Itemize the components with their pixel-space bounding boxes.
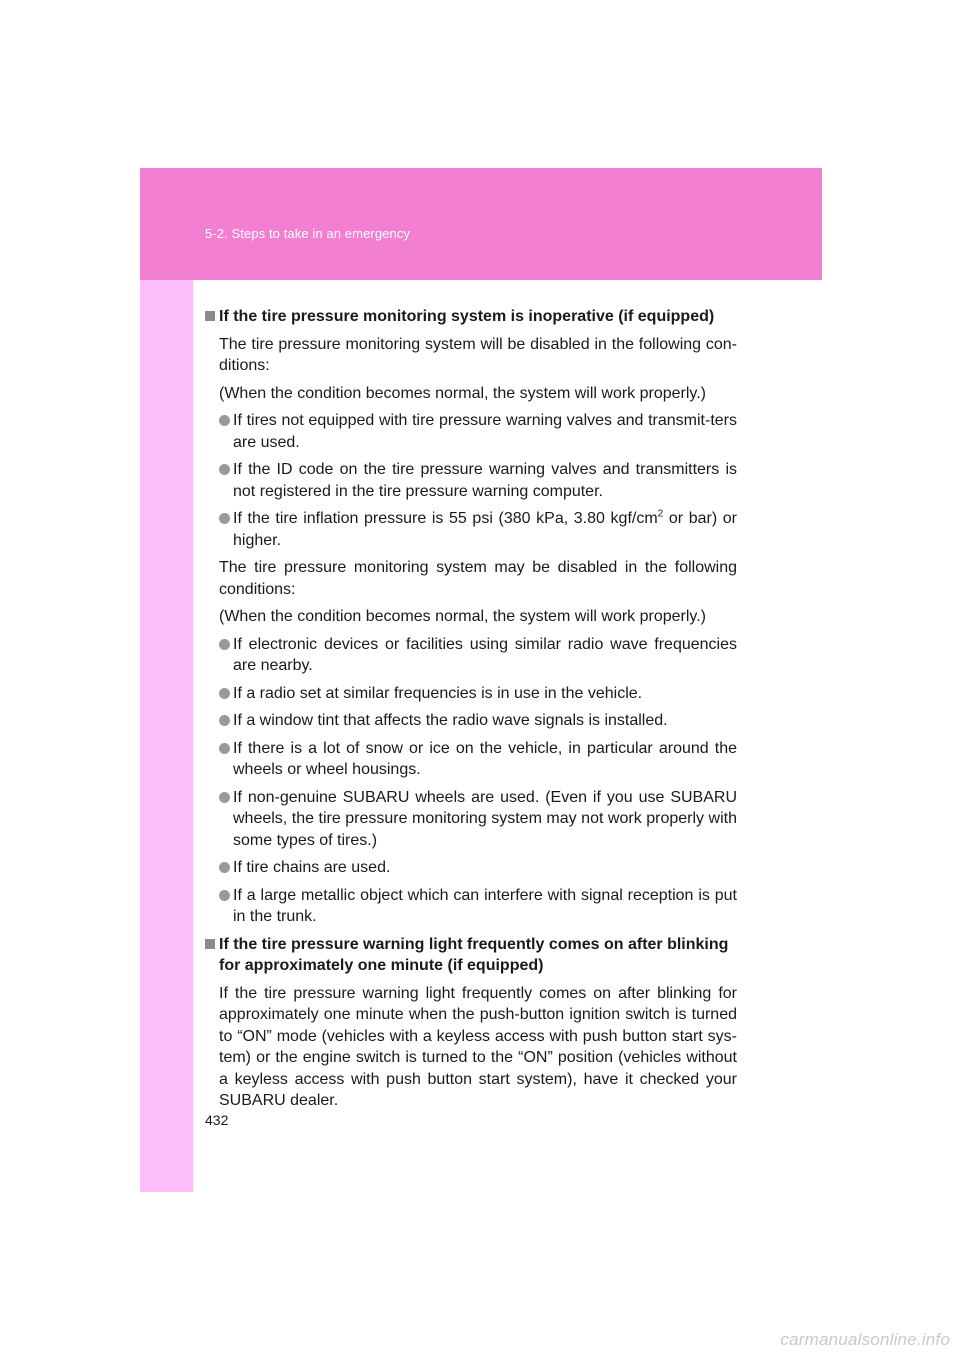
list-item-text: If electronic devices or facilities using similar radio wave frequencies are nearby. xyxy=(233,635,737,674)
circle-bullet-icon xyxy=(219,743,230,754)
list-item xyxy=(205,885,737,928)
list-item xyxy=(205,738,737,781)
circle-bullet-icon xyxy=(219,639,230,650)
circle-bullet-icon xyxy=(219,862,230,873)
list-item xyxy=(205,459,737,502)
list-item xyxy=(205,410,737,453)
list-item xyxy=(205,508,737,551)
page-header xyxy=(140,168,822,280)
list-item-text: If tire chains are used. xyxy=(233,859,391,876)
list-item-text: If the ID code on the tire pressure warning valves and transmitters is not registered in the tire pressure warning computer. xyxy=(233,461,737,500)
circle-bullet-icon xyxy=(219,792,230,803)
circle-bullet-icon xyxy=(219,464,230,475)
paragraph: (When the condition becomes normal, the system will work properly.) xyxy=(219,608,706,625)
list-item xyxy=(205,710,737,732)
list-item-text: If non-genuine SUBARU wheels are used. (Even if you use SUBARU wheels, the tire pressure monitoring system may not work properly with some types of tires.) xyxy=(233,788,737,849)
circle-bullet-icon xyxy=(219,715,230,726)
sidebar-tab xyxy=(140,168,193,1192)
list-item-text: If a radio set at similar frequencies is in use in the vehicle. xyxy=(233,684,643,702)
superscript: 2 xyxy=(657,508,664,520)
list-item xyxy=(205,683,737,705)
section-heading xyxy=(205,306,737,328)
circle-bullet-icon xyxy=(219,415,230,426)
list-item-text: If a window tint that affects the radio wave signals is installed. xyxy=(233,712,668,729)
page-content xyxy=(205,306,737,1118)
square-bullet-icon xyxy=(205,311,215,321)
section-heading xyxy=(205,934,737,977)
circle-bullet-icon xyxy=(219,890,230,901)
paragraph: The tire pressure monitoring system will be disabled in the following con-ditions: xyxy=(219,335,737,374)
list-item-text: or bar) or higher. xyxy=(233,510,737,549)
page-number: 432 xyxy=(205,1112,229,1128)
paragraph: If the tire pressure warning light frequently comes on after blinking for approximately one minute when the push-button ignition switch is turned to “ON” mode (vehicles with a keyless access with push button start sys-tem) or the engine switch is turned to the “ON” position (vehicles without a keyless access with push button start system), have it checked your SUBARU dealer. xyxy=(219,984,737,1109)
list-item-text: If tires not equipped with tire pressure warning valves and transmit-ters are used. xyxy=(233,412,737,451)
heading-text: If the tire pressure warning light frequently comes on after blinking for approximately one minute (if equipped) xyxy=(219,935,729,974)
list-item xyxy=(205,787,737,852)
section-title: 5-2. Steps to take in an emergency xyxy=(205,226,411,241)
list-item xyxy=(205,634,737,677)
list-item-text: If the tire inflation pressure is 55 psi (380 kPa, 3.80 kgf/cm xyxy=(233,510,658,527)
list-item-text: If there is a lot of snow or ice on the vehicle, in particular around the wheels or wheel housings. xyxy=(233,739,737,778)
heading-text: If the tire pressure monitoring system is inoperative (if equipped) xyxy=(219,308,715,325)
watermark: carmanualsonline.info xyxy=(780,1330,950,1349)
square-bullet-icon xyxy=(205,939,215,949)
paragraph: (When the condition becomes normal, the system will work properly.) xyxy=(219,384,706,402)
list-item-text: If a large metallic object which can interfere with signal reception is put in the trunk. xyxy=(233,886,737,925)
circle-bullet-icon xyxy=(219,513,230,524)
circle-bullet-icon xyxy=(219,688,230,699)
list-item xyxy=(205,857,737,879)
paragraph: The tire pressure monitoring system may be disabled in the following conditions: xyxy=(219,559,737,598)
